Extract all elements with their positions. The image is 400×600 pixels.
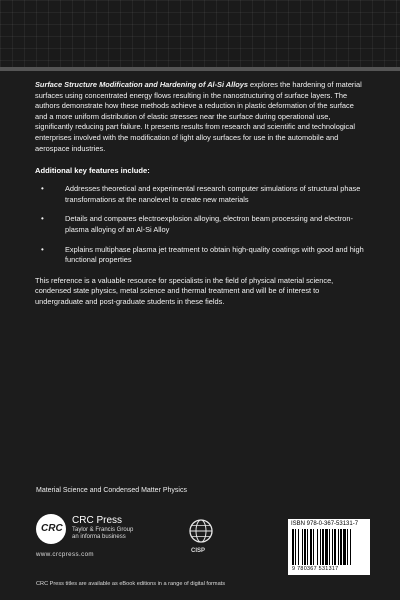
barcode-bar <box>313 529 314 565</box>
bullet-icon: • <box>41 184 44 194</box>
barcode-bar <box>350 529 351 565</box>
publisher-block <box>36 513 196 563</box>
list-item <box>35 214 367 235</box>
globe-icon <box>188 518 214 544</box>
bullet-icon: • <box>41 244 44 254</box>
barcode-bar <box>322 529 324 565</box>
barcode-bar <box>295 529 296 565</box>
publisher-group: Taylor & Francis Group <box>72 527 134 533</box>
header-grid-pattern <box>0 0 400 70</box>
feature-text: Explains multiphase plasma jet treatment to obtain high-quality coatings with good and high functional properties <box>65 244 364 265</box>
barcode-bars <box>292 529 366 565</box>
barcode-bar <box>292 529 294 565</box>
publisher-tagline: an informa business <box>72 534 126 540</box>
crc-logo-text: CRC <box>41 523 63 534</box>
list-item <box>35 245 367 266</box>
intro-paragraph <box>35 80 367 154</box>
feature-text: Addresses theoretical and experimental research computer simulations of structural phase transformations at the nanolevel to create new materials <box>65 184 361 204</box>
features-list <box>35 184 367 266</box>
intro-text: explores the hardening of material surfaces using concentrated energy flows resulting in the nanostructuring of surface layers. The authors demonstrate how these methods achieve a reduction in plastic deformation of the surface and a more uniform distribution of elastic stresses near the surface during operational use, significantly reducing part failure. It presents results from research and scientific and technological enterprises involved with the modification of light alloy surfaces for use in the automobile and aerospace industries. <box>35 80 362 153</box>
barcode-bar <box>347 529 348 565</box>
barcode-bar <box>302 529 303 565</box>
barcode-bar <box>338 529 339 565</box>
series-name: Material Science and Condensed Matter Physics <box>36 487 187 494</box>
barcode-bar <box>317 529 318 565</box>
publisher-name: CRC Press <box>72 515 123 526</box>
barcode-bar <box>329 529 330 565</box>
barcode-bar <box>298 529 299 565</box>
feature-text: Details and compares electroexplosion alloying, electron beam processing and electron-plasma alloying of an Al-Si Alloy <box>65 214 353 234</box>
barcode-bar <box>332 529 333 565</box>
ebook-note: CRC Press titles are available as eBook editions in a range of digital formats <box>36 581 226 587</box>
barcode-bar <box>325 529 328 565</box>
crc-circle-logo-icon <box>36 514 66 544</box>
cisp-label: CISP <box>191 548 206 554</box>
isbn-text: ISBN 978-0-367-53131-7 <box>291 521 359 527</box>
list-item <box>35 184 367 205</box>
barcode-bar <box>343 529 346 565</box>
back-cover-text <box>35 80 367 308</box>
barcode-bar <box>334 529 336 565</box>
barcode-bar <box>304 529 306 565</box>
barcode-bar <box>320 529 321 565</box>
barcode-bar <box>340 529 342 565</box>
barcode-number: 9 780367 531317 <box>292 566 339 572</box>
closing-paragraph: This reference is a valuable resource for specialists in the field of physical material science, condensed state physics, metal science and thermal treatment and will be of interest to undergraduate and post-graduate students in these fields. <box>35 275 334 306</box>
barcode-bar <box>310 529 312 565</box>
header-divider-band <box>0 67 400 71</box>
barcode <box>288 519 370 575</box>
book-title: Surface Structure Modification and Hardening of Al-Si Alloys <box>35 80 248 89</box>
bullet-icon: • <box>41 214 44 224</box>
publisher-url[interactable]: www.crcpress.com <box>36 551 94 558</box>
cisp-logo <box>188 518 216 558</box>
features-heading: Additional key features include: <box>35 166 150 176</box>
barcode-bar <box>307 529 308 565</box>
